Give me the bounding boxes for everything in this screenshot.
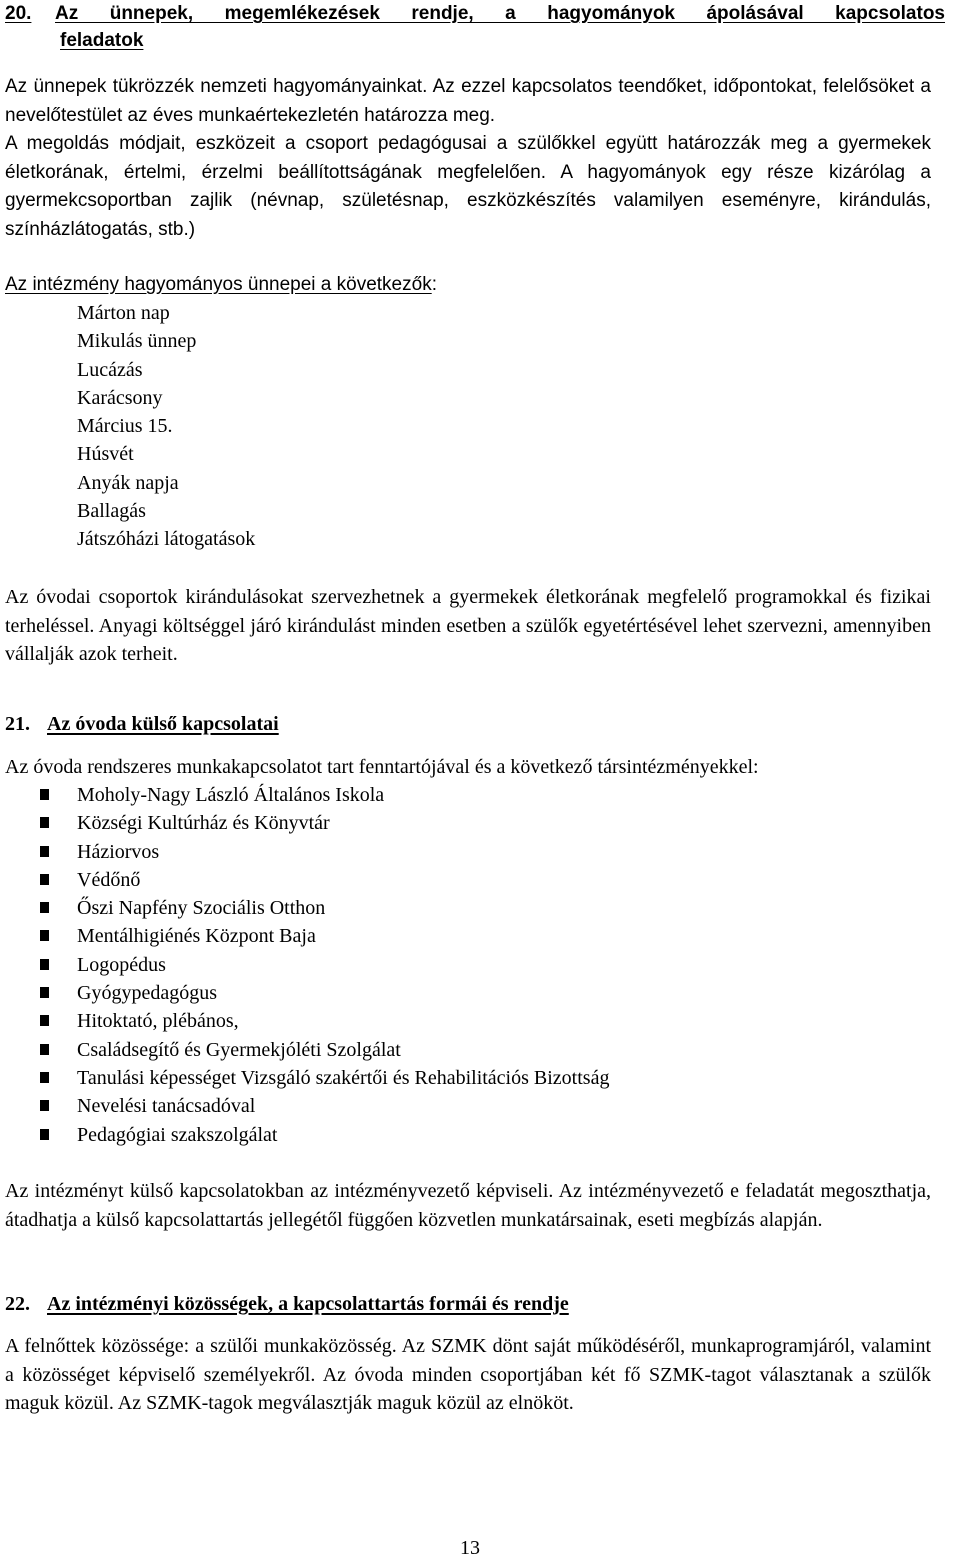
list-item: Községi Kultúrház és Könyvtár <box>40 809 609 837</box>
page-number: 13 <box>460 1537 480 1559</box>
holidays-intro <box>5 271 931 300</box>
bullet-square-icon <box>40 959 49 970</box>
list-item: Védőnő <box>40 866 609 894</box>
list-item: Márton nap <box>77 302 170 324</box>
list-item: Anyák napja <box>77 471 179 494</box>
bullet-square-icon <box>40 1072 49 1083</box>
bullet-square-icon <box>40 1129 49 1140</box>
list-item: Ballagás <box>77 500 146 523</box>
list-item: Moholy-Nagy László Általános Iskola <box>40 781 609 809</box>
section-20-number: 20. <box>5 3 32 24</box>
list-item: Háziorvos <box>40 838 609 866</box>
section-20-paragraph-2: A megoldás módjait, eszközeit a csoport pedagógusai a szülőkkel együtt határozzák meg a gyermekek életkorának, értelmi, érzelmi beállítottságának megfelelően. A hagyományok egy része kizárólag a gyermekcsoportban zajlik (névnap, születésnap, eszközkészítés valamilyen eseményre, kirándulás, színházlátogatás, stb.) <box>5 133 931 240</box>
section-22-paragraph-1: A felnőttek közössége: a szülői munkaközösség. Az SZMK dönt saját működéséről, munkaprogramjáról, valamint a közösséget képviselő személyekről. Az óvoda minden csoportjában két fő SZMK-tagot választanak a szülők maguk közül. Az SZMK-tagok megválasztják maguk közül az elnököt. <box>5 1335 931 1414</box>
section-20-paragraph-3: Az óvodai csoportok kirándulásokat szervezhetnek a gyermekek életkorának megfelelő programokkal és fizikai terheléssel. Anyagi költséggel járó kirándulást minden esetben a szülők egyetértésével lehet szervezni, amennyiben vállalják azok terheit. <box>5 586 931 665</box>
section-21-intro: Az óvoda rendszeres munkakapcsolatot tart fenntartójával és a következő társintézményekkel: <box>5 756 759 778</box>
bullet-square-icon <box>40 789 49 800</box>
holidays-list <box>77 299 255 554</box>
bullet-square-icon <box>40 902 49 913</box>
bullet-square-icon <box>40 930 49 941</box>
section-20-paragraph-1: Az ünnepek tükrözzék nemzeti hagyományainkat. Az ezzel kapcsolatos teendőket, időpontokat, felelősöket a nevelőtestület az éves munkaértekezletén határozza meg. <box>5 76 931 126</box>
holidays-intro-text: Az intézmény hagyományos ünnepei a következők <box>5 274 432 295</box>
bullet-square-icon <box>40 874 49 885</box>
list-item: Március 15. <box>77 415 173 438</box>
list-item: Húsvét <box>77 443 134 466</box>
list-item: Mikulás ünnep <box>77 330 197 353</box>
holidays-intro-colon: : <box>431 274 437 295</box>
section-20-title-line1: Az ünnepek, megemlékezések rendje, a hagyományok ápolásával kapcsolatos <box>55 3 945 24</box>
list-item: Nevelési tanácsadóval <box>40 1092 609 1120</box>
list-item: Pedagógiai szakszolgálat <box>40 1121 609 1149</box>
list-item: Játszóházi látogatások <box>77 528 256 551</box>
bullet-square-icon <box>40 1100 49 1111</box>
bullet-square-icon <box>40 817 49 828</box>
section-20-title-line2: feladatok <box>60 30 144 51</box>
list-item: Mentálhigiénés Központ Baja <box>40 922 609 950</box>
section-21-title: Az óvoda külső kapcsolatai <box>47 713 279 735</box>
list-item: Hitoktató, plébános, <box>40 1007 609 1035</box>
section-22-heading <box>5 1290 569 1318</box>
partners-list <box>40 781 609 1149</box>
list-item: Családsegítő és Gyermekjóléti Szolgálat <box>40 1036 609 1064</box>
bullet-square-icon <box>40 846 49 857</box>
bullet-square-icon <box>40 1044 49 1055</box>
bullet-square-icon <box>40 1015 49 1026</box>
list-item: Lucázás <box>77 358 143 381</box>
list-item: Gyógypedagógus <box>40 979 609 1007</box>
list-item: Tanulási képességet Vizsgáló szakértői és Rehabilitációs Bizottság <box>40 1064 609 1092</box>
section-22-number: 22. <box>5 1293 30 1315</box>
section-22-title: Az intézményi közösségek, a kapcsolattartás formái és rendje <box>47 1293 569 1315</box>
list-item: Őszi Napfény Szociális Otthon <box>40 894 609 922</box>
list-item: Karácsony <box>77 386 163 409</box>
section-21-heading <box>5 710 279 738</box>
section-20-heading <box>5 0 945 54</box>
section-21-paragraph-1: Az intézményt külső kapcsolatokban az intézményvezető képviseli. Az intézményvezető e feladatát megoszthatja, átadhatja a külső kapcsolattartás jellegétől függően közvetlen munkatársainak, eseti megbízás alapján. <box>5 1180 931 1231</box>
bullet-square-icon <box>40 987 49 998</box>
list-item: Logopédus <box>40 951 609 979</box>
section-21-number: 21. <box>5 713 30 735</box>
